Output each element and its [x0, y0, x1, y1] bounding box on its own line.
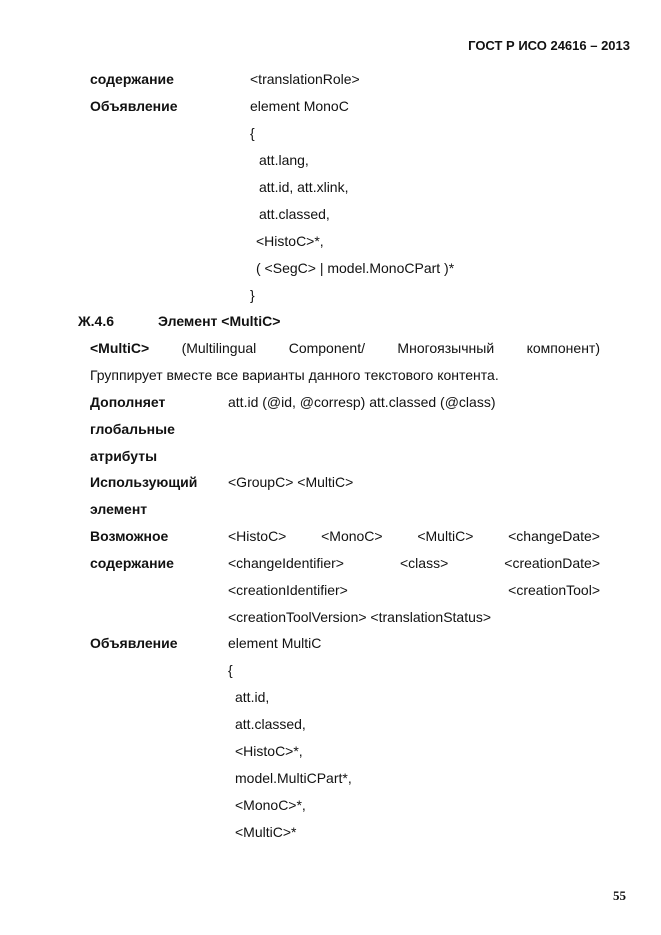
multic-decl-line: <MultiC>*	[235, 824, 297, 840]
multic-decl-line: att.id,	[235, 689, 270, 705]
monoc-decl-line: element MonoC	[250, 98, 349, 114]
monoc-decl-line: att.classed,	[259, 206, 330, 222]
monoc-declaration-label: Объявление	[90, 98, 178, 114]
content-item: <class>	[400, 555, 449, 571]
monoc-decl-line: att.lang,	[259, 152, 309, 168]
intro-word: (Multilingual	[181, 340, 257, 356]
multic-attrs-label: глобальные	[90, 421, 175, 437]
multic-content-row	[228, 528, 600, 545]
multic-decl-line: element MultiC	[228, 635, 322, 651]
intro-word: <MultiC>	[90, 340, 150, 356]
section-intro	[90, 340, 600, 357]
multic-using-label: элемент	[90, 501, 148, 517]
multic-content-row	[228, 582, 600, 599]
multic-decl-line: model.MultiCPart*,	[235, 770, 352, 786]
monoc-decl-line: <HistoC>*,	[256, 233, 324, 249]
monoc-decl-line: ( <SegC> | model.MonoCPart )*	[256, 260, 455, 276]
content-item: <creationTool>	[508, 582, 600, 598]
section-description: Группирует вместе все варианты данного текстового контента.	[90, 367, 499, 383]
document-header: ГОСТ Р ИСО 24616 – 2013	[468, 38, 630, 53]
multic-attrs-label: Дополняет	[90, 394, 166, 410]
multic-content-label: Возможное	[90, 528, 169, 544]
multic-using-label: Использующий	[90, 474, 198, 490]
section-number: Ж.4.6	[78, 313, 115, 329]
intro-word: компонент)	[526, 340, 600, 356]
monoc-content-label: содержание	[90, 71, 174, 87]
multic-decl-line: {	[228, 662, 233, 678]
multic-decl-line: <MonoC>*,	[235, 797, 306, 813]
content-item: <changeDate>	[508, 528, 600, 544]
multic-declaration-label: Объявление	[90, 635, 178, 651]
multic-content-row	[228, 555, 600, 572]
intro-word: Component/	[288, 340, 365, 356]
page-number: 55	[613, 888, 626, 903]
multic-attrs-label: атрибуты	[90, 448, 158, 464]
multic-content-label: содержание	[90, 555, 174, 571]
multic-using-value: <GroupC> <MultiC>	[228, 474, 354, 490]
content-item: <creationDate>	[504, 555, 600, 571]
content-item: <MultiC>	[417, 528, 474, 544]
section-title: Элемент <MultiC>	[158, 313, 281, 329]
multic-decl-line: att.classed,	[235, 716, 306, 732]
content-item: <creationIdentifier>	[228, 582, 348, 598]
intro-word: Многоязычный	[397, 340, 495, 356]
monoc-decl-line: {	[250, 125, 255, 141]
multic-attrs-value: att.id (@id, @corresp) att.classed (@class)	[228, 394, 496, 410]
monoc-content-value: <translationRole>	[250, 71, 360, 87]
multic-decl-line: <HistoC>*,	[235, 743, 303, 759]
multic-content-row: <creationToolVersion> <translationStatus>	[228, 609, 492, 625]
monoc-decl-line: }	[250, 287, 255, 303]
content-item: <MonoC>	[321, 528, 383, 544]
content-item: <HistoC>	[228, 528, 287, 544]
monoc-decl-line: att.id, att.xlink,	[259, 179, 349, 195]
content-item: <changeIdentifier>	[228, 555, 344, 571]
